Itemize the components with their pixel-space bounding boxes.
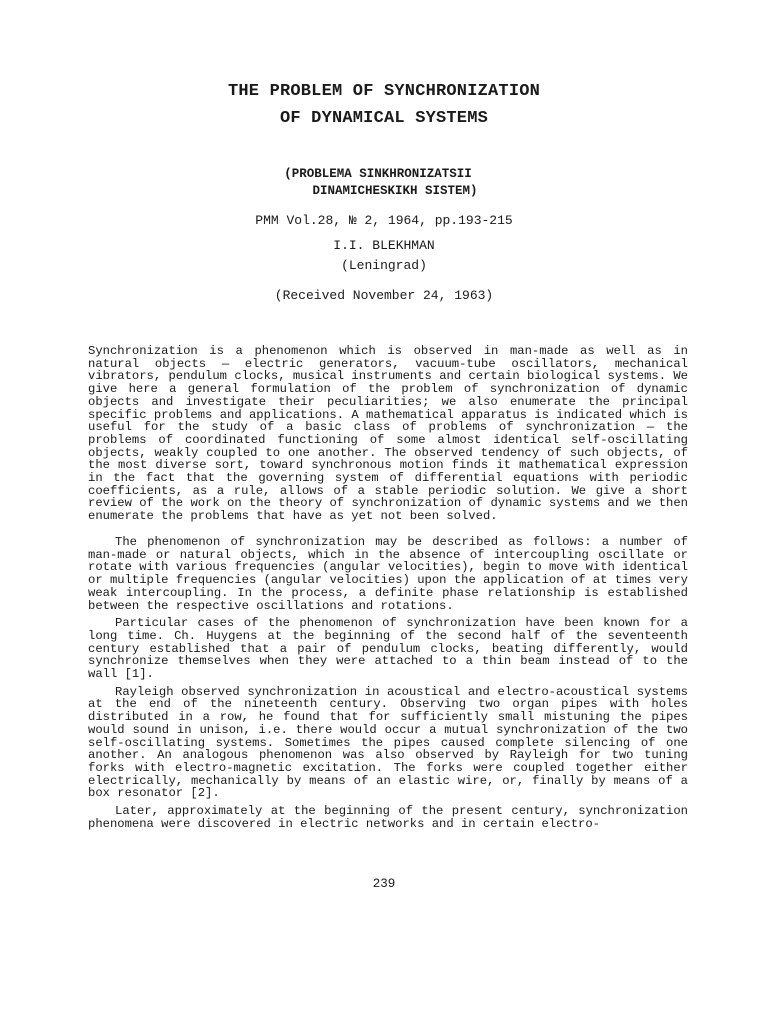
author-location: (Leningrad) xyxy=(341,258,427,273)
body-paragraph: Particular cases of the phenomenon of synchronization have been known for a long time. Ch. Huygens at the beginning of the second half of the seventeenth century established that a pair of pendulum clocks, beating differently, would synchronize themselves when they were attached to a thin beam instead of to the wall [1]. xyxy=(88,616,688,682)
author-name: I.I. BLEKHMAN xyxy=(333,238,435,253)
page-number: 239 xyxy=(372,877,396,891)
body-paragraph: Rayleigh observed synchronization in acoustical and electro-acoustical systems at the end of the nineteenth century. Observing two organ pipes with holes distributed in a row, he found that for sufficiently small mistuning the pipes would sound in unison, i.e. there would occur a mutual synchronization of the two self-oscillating systems. Sometimes the pipes caused complete silencing of one another. An analogous phenomenon was also observed by Rayleigh for two tuning forks with electro-magnetic excitation. The forks were coupled together either electrically, mechanically by means of an elastic wire, or, finally by means of a box resonator [2]. xyxy=(88,684,688,801)
transliterated-title-line-2: DINAMICHESKIKH SISTEM) xyxy=(312,184,478,198)
journal-citation: PMM Vol.28, № 2, 1964, pp.193-215 xyxy=(255,213,513,228)
paper-title-line-2: OF DYNAMICAL SYSTEMS xyxy=(279,109,489,128)
body-paragraphs xyxy=(88,536,688,835)
abstract: Synchronization is a phenomenon which is observed in man-made as well as in natural objects — electric generators, vacuum-tube oscillators, mechanical vibrators, pendulum clocks, musical instruments and certain biological systems. We give here a general formulation of the problem of synchronization of dynamic objects and investigate their peculiarities; we also enumerate the principal specific problems and applications. A mathematical apparatus is indicated which is useful for the study of a basic class of problems of synchronization — the problems of coordinated functioning of some almost identical self-oscillating objects, weakly coupled to one another. The observed tendency of such objects, of the most diverse sort, toward synchronous motion finds it mathematical expression in the fact that the governing system of differential equations with periodic coefficients, as a rule, allows of a stable periodic solution. We give a short review of the work on the theory of synchronization of dynamic systems and we then enumerate the problems that have as yet not been solved. xyxy=(88,344,688,524)
received-date: (Received November 24, 1963) xyxy=(274,288,494,303)
body-paragraph: Later, approximately at the beginning of the present century, synchronization phenomena were discovered in electric networks and in certain electro- xyxy=(88,804,688,831)
transliterated-title-line-1: (PROBLEMA SINKHRONIZATSII xyxy=(284,167,472,181)
paper-title-line-1: THE PROBLEM OF SYNCHRONIZATION xyxy=(227,82,541,101)
body-paragraph: The phenomenon of synchronization may be described as follows: a number of man-made or natural objects, which in the absence of intercoupling oscillate or rotate with various frequencies (angular velocities), begin to move with identical or multiple frequencies (angular velocities) upon the application of at times very weak intercoupling. In the process, a definite phase relationship is established between the respective oscillations and rotations. xyxy=(88,535,688,613)
